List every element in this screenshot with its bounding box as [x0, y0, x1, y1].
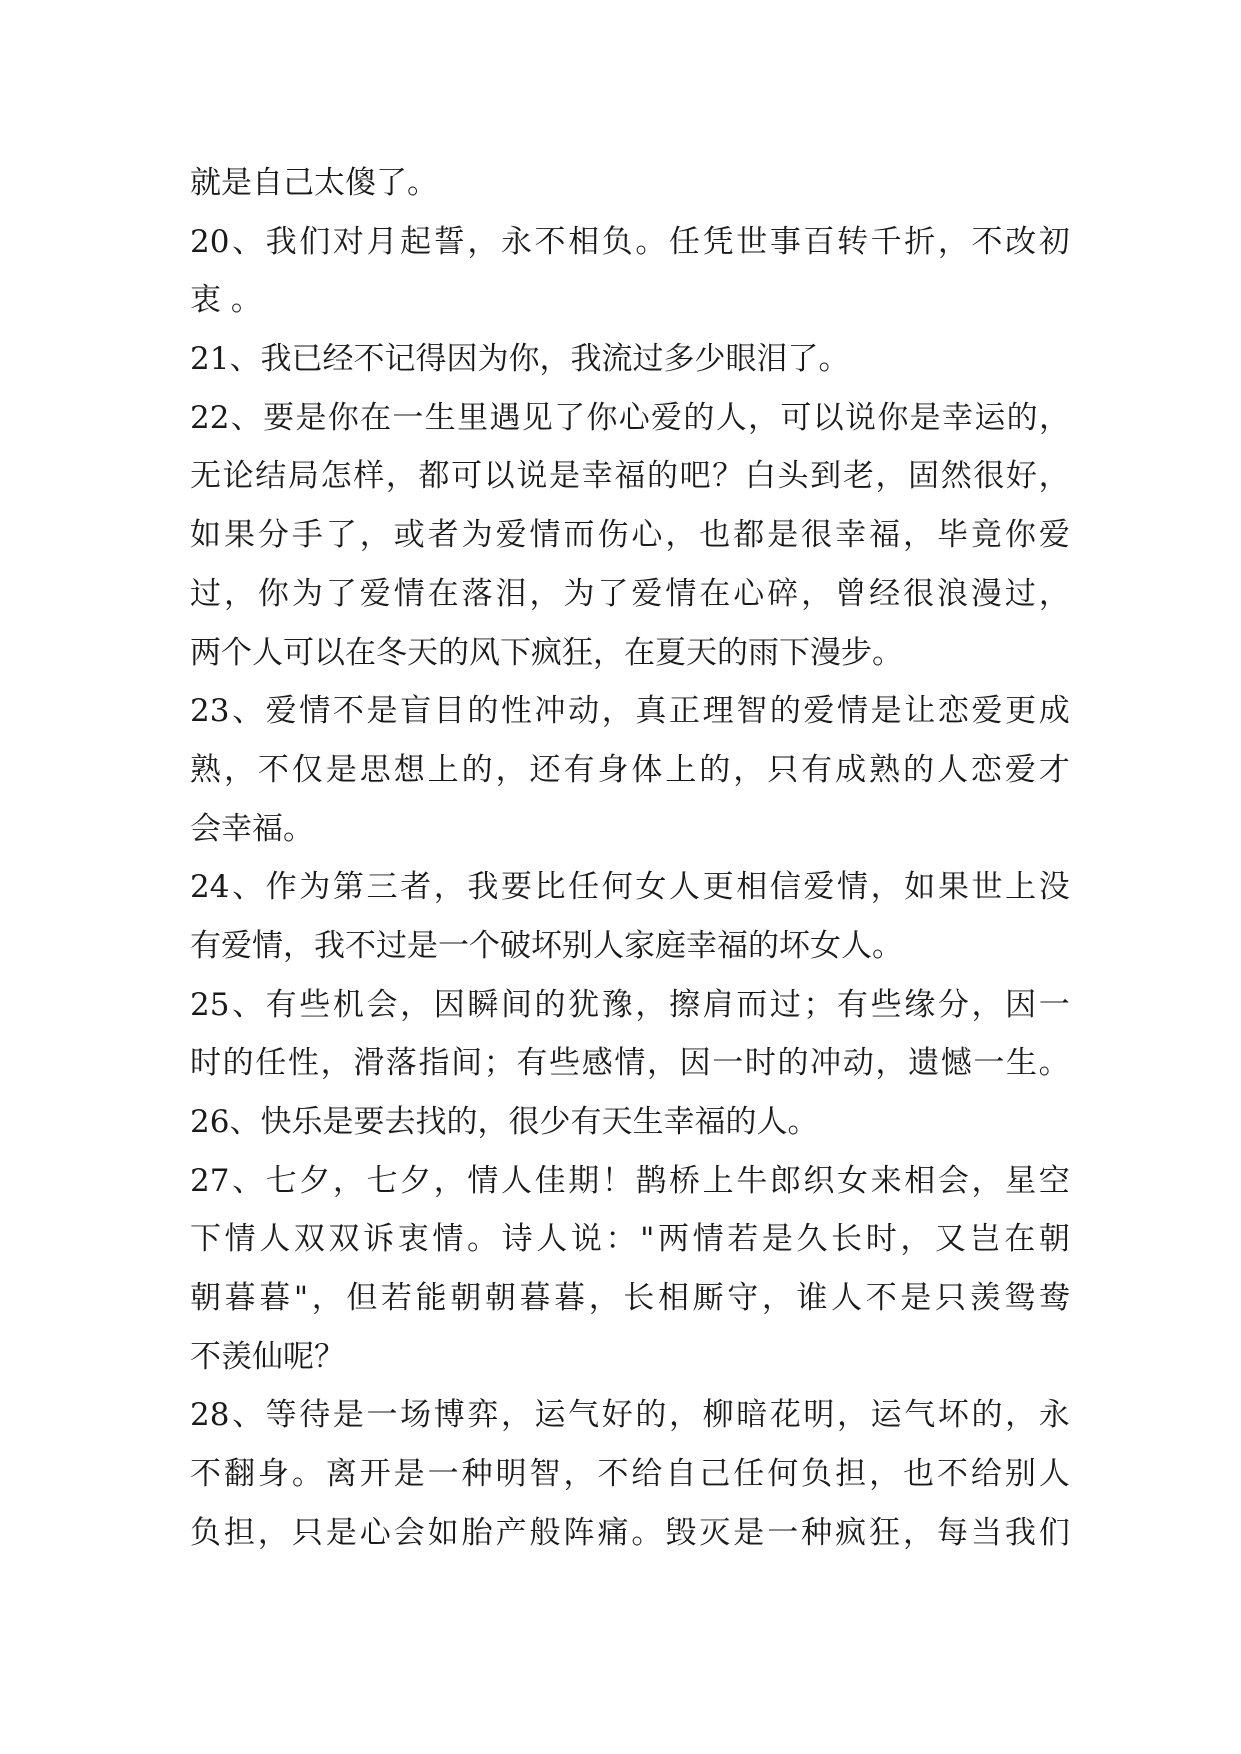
text-line: 24 、 作 为 第 三 者 ， 我 要 比 任 何 女 人 更 相 信 爱 情 ， 如 果 世 上 没	[190, 869, 1070, 906]
text-line: 下 情 人 双 双 诉 衷 情 。 诗 人 说 ： " 两 情 若 是 久 长 时 ， 又 岂 在 朝	[190, 1221, 1070, 1258]
text-line: 过 ， 你 为 了 爱 情 在 落 泪 ， 为 了 爱 情 在 心 碎 ， 曾 经 很 浪 漫 过 ，	[190, 575, 1070, 612]
text-line: 有爱情，我不过是一个破坏别人家庭幸福的坏女人。	[190, 927, 903, 964]
text-line: 不 翻 身 。 离 开 是 一 种 明 智 ， 不 给 自 己 任 何 负 担 ， 也 不 给 别 人	[190, 1456, 1070, 1493]
text-line: 26、快乐是要去找的，很少有天生幸福的人。	[190, 1104, 819, 1140]
text-line: 不羡仙呢？	[190, 1338, 345, 1375]
text-line: 朝 暮 暮 " ， 但 若 能 朝 朝 暮 暮 ， 长 相 厮 守 ， 谁 人 不 是 只 羡 鸳 鸯	[190, 1280, 1070, 1317]
text-line: 25 、 有 些 机 会 ， 因 瞬 间 的 犹 豫 ， 擦 肩 而 过 ； 有 些 缘 分 ， 因 一	[190, 986, 1070, 1023]
text-line: 两个人可以在冬天的风下疯狂，在夏天的雨下漫步。	[190, 634, 903, 671]
text-line: 时 的 任 性 ， 滑 落 指 间 ； 有 些 感 情 ， 因 一 时 的 冲 动 ， 遗 憾 一 生 。	[190, 1045, 1070, 1082]
text-line: 23 、 爱 情 不 是 盲 目 的 性 冲 动 ， 真 正 理 智 的 爱 情 是 让 恋 爱 更 成	[190, 693, 1070, 730]
text-line: 衷 。	[190, 282, 262, 319]
text-line: 负 担 ， 只 是 心 会 如 胎 产 般 阵 痛 。 毁 灭 是 一 种 疯 狂 ， 每 当 我 们	[190, 1514, 1070, 1551]
text-line: 20 、 我 们 对 月 起 誓 ， 永 不 相 负 。 任 凭 世 事 百 转 千 折 ， 不 改 初	[190, 223, 1070, 260]
text-line: 如 果 分 手 了 ， 或 者 为 爱 情 而 伤 心 ， 也 都 是 很 幸 福 ， 毕 竟 你 爱	[190, 517, 1070, 554]
text-line: 21、我已经不记得因为你，我流过多少眼泪了。	[190, 341, 850, 378]
text-line: 就是自己太傻了。	[190, 165, 438, 201]
text-line: 28 、 等 待 是 一 场 博 弈 ， 运 气 好 的 ， 柳 暗 花 明 ， 运 气 坏 的 ， 永	[190, 1397, 1070, 1434]
body-text	[190, 154, 1070, 1563]
text-line: 熟 ， 不 仅 是 思 想 上 的 ， 还 有 身 体 上 的 ， 只 有 成 熟 的 人 恋 爱 才	[190, 751, 1070, 788]
text-line: 27 、 七 夕 ， 七 夕 ， 情 人 佳 期 ！ 鹊 桥 上 牛 郎 织 女 来 相 会 ， 星 空	[190, 1162, 1070, 1199]
text-line: 会幸福。	[190, 810, 314, 847]
text-line: 22 、 要 是 你 在 一 生 里 遇 见 了 你 心 爱 的 人 ， 可 以 说 你 是 幸 运 的 ，	[190, 399, 1070, 436]
text-line: 无 论 结 局 怎 样 ， 都 可 以 说 是 幸 福 的 吧 ？ 白 头 到 老 ， 固 然 很 好 ，	[190, 458, 1070, 495]
